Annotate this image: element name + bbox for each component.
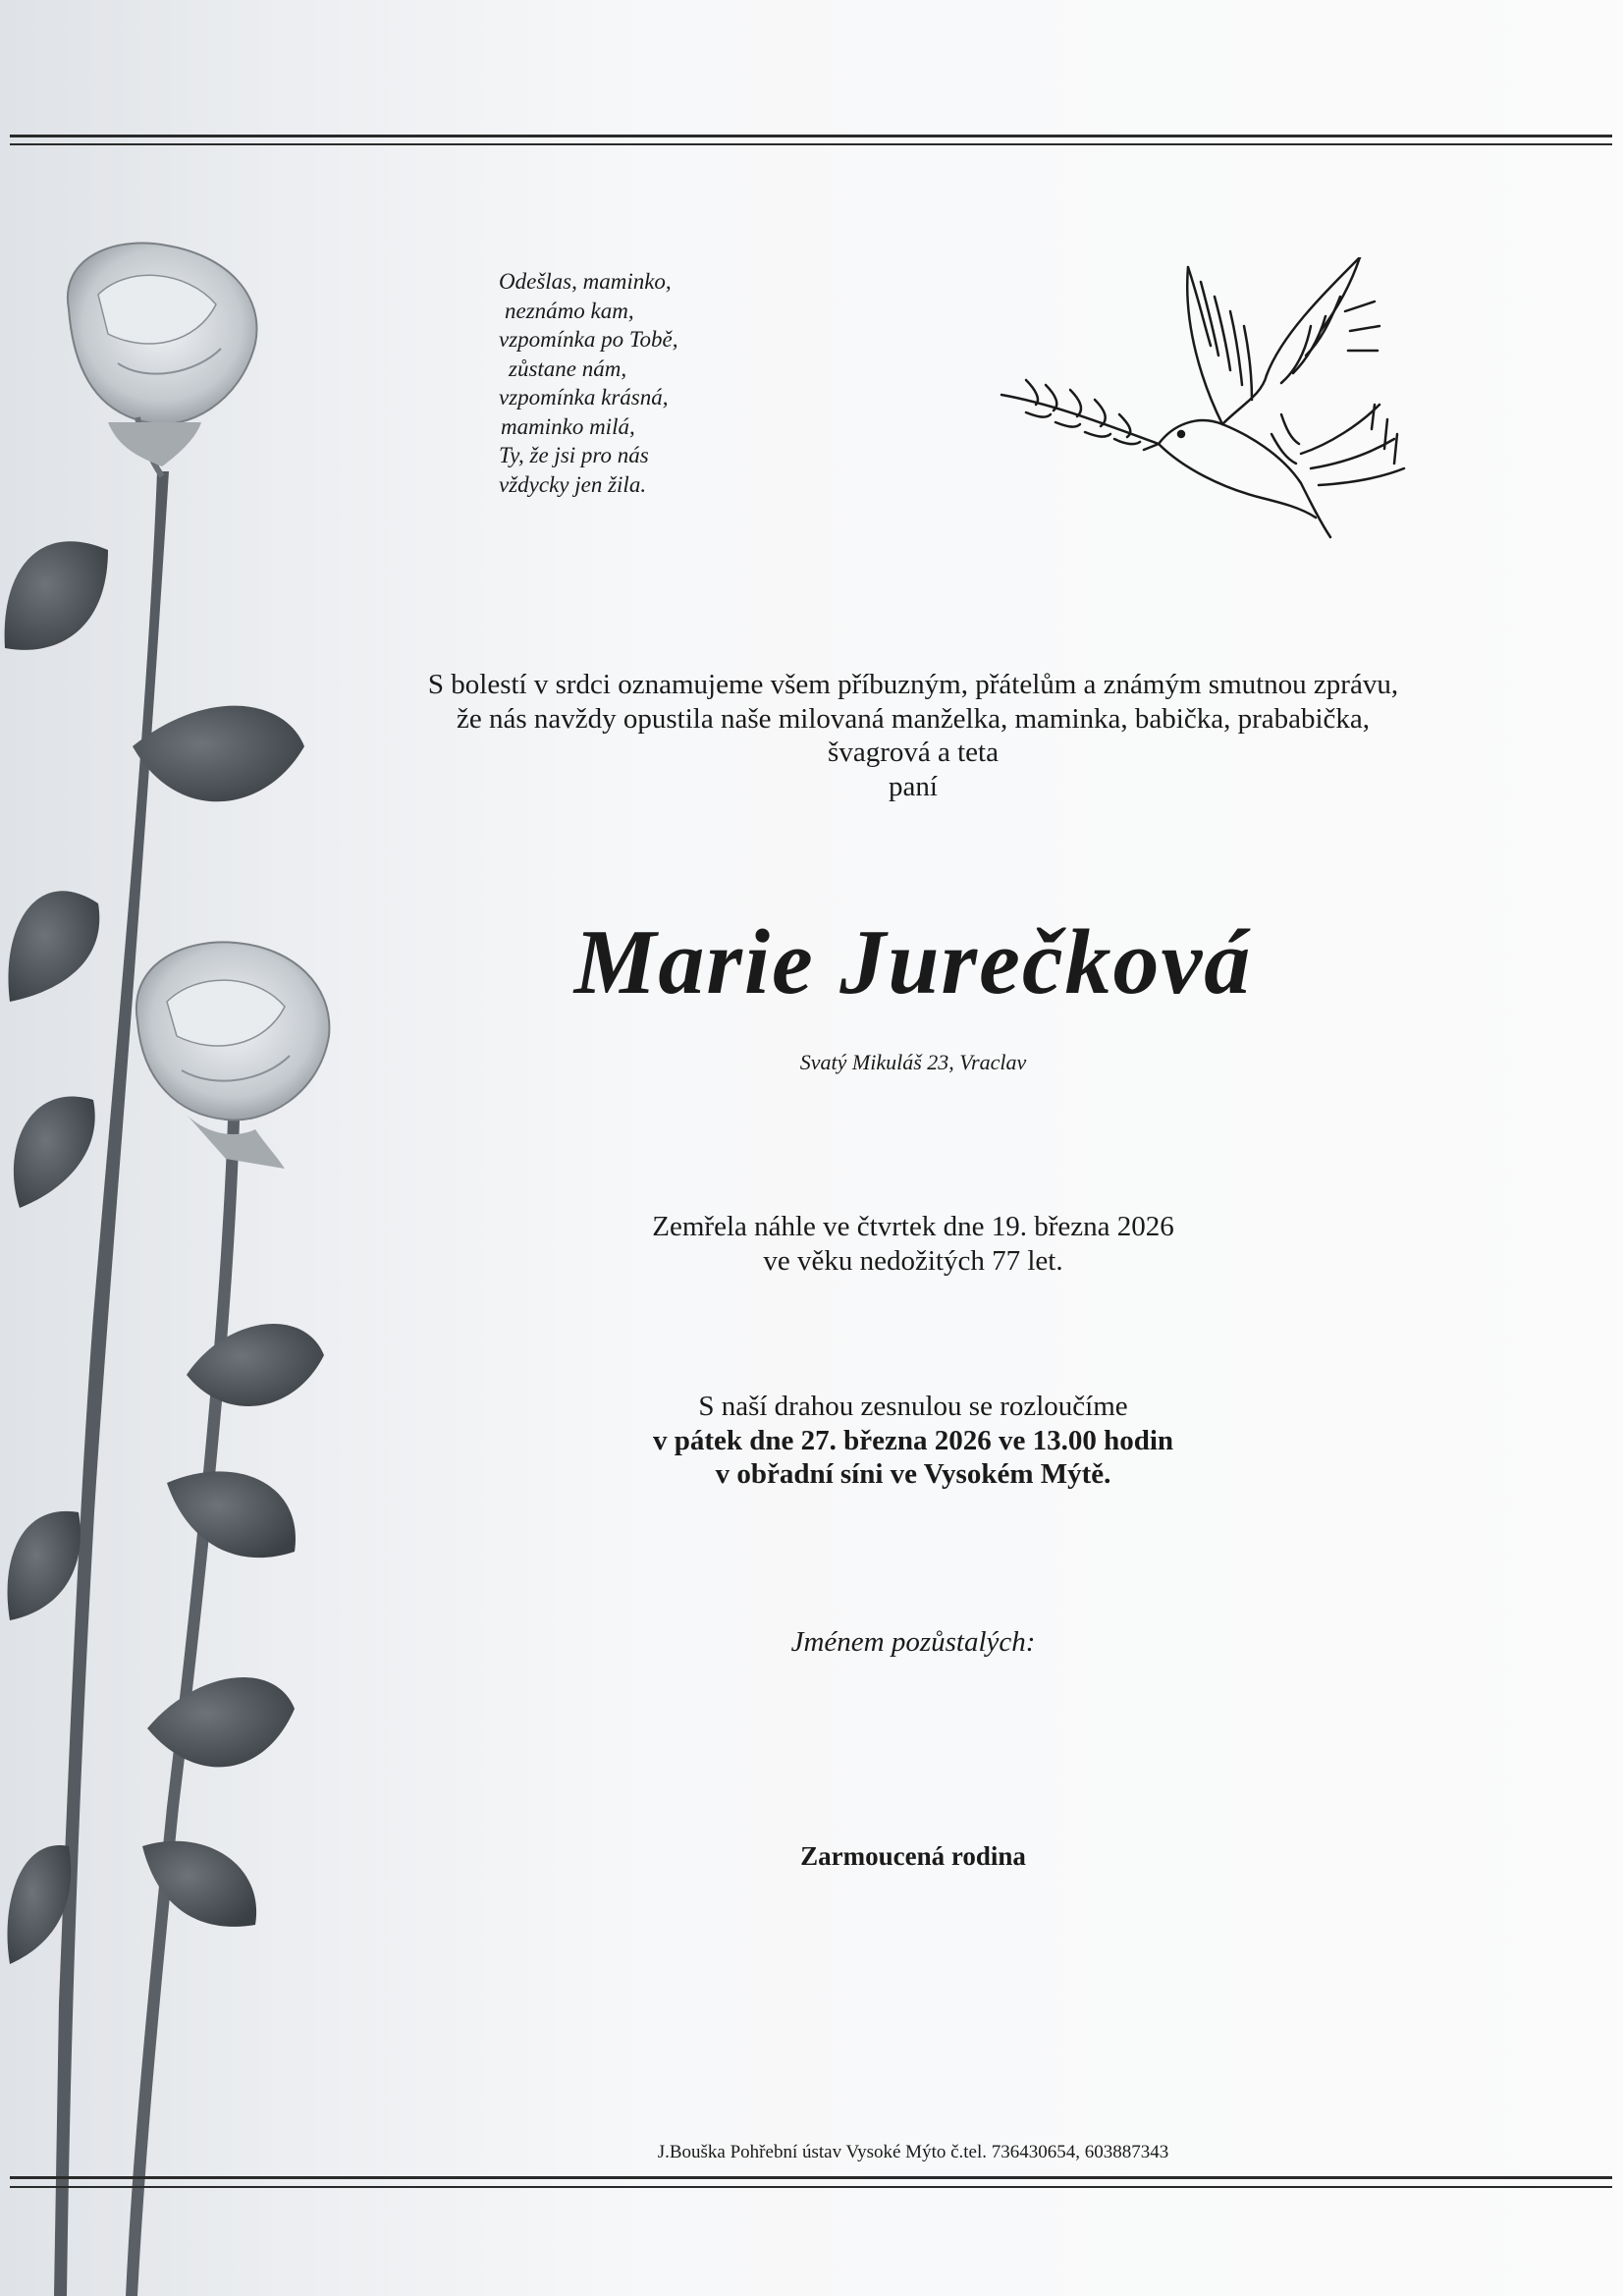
poem	[481, 267, 736, 499]
announcement-line: že nás navždy opustila naše milovaná manželka, maminka, babička, prababička,	[456, 702, 1371, 735]
dove-with-olive-branch-icon	[987, 257, 1409, 542]
top-border-line-thin	[10, 143, 1612, 145]
funeral-service-footer: J.Bouška Pohřební ústav Vysoké Mýto č.tel. 736430654, 603887343	[657, 2142, 1169, 2162]
death-info-line: Zemřela náhle ve čtvrtek dne 19. března 2026	[652, 1211, 1174, 1242]
poem-line: neznámo kam,	[505, 298, 634, 323]
announcement-text	[324, 668, 1502, 803]
farewell-date: v pátek dne 27. března 2026 ve 13.00 hodin	[652, 1424, 1174, 1456]
bottom-border-line	[10, 2176, 1612, 2179]
poem-line: vždycky jen žila.	[499, 471, 647, 497]
poem-line: vzpomínka krásná,	[499, 385, 669, 410]
deceased-name: Marie Jurečková	[573, 911, 1253, 1013]
on-behalf-label: Jménem pozůstalých:	[790, 1626, 1036, 1658]
announcement-line: S bolestí v srdci oznamujeme všem příbuzným, přátelům a známým smutnou zprávu,	[427, 669, 1399, 700]
poem-line: Odešlas, maminko,	[499, 269, 672, 294]
farewell-place: v obřadní síni ve Vysokém Mýtě.	[715, 1458, 1111, 1490]
death-info-line: ve věku nedožitých 77 let.	[763, 1245, 1063, 1277]
poem-line: maminko milá,	[501, 413, 635, 439]
top-border-line	[10, 135, 1612, 137]
death-info	[324, 1210, 1502, 1279]
poem-line: vzpomínka po Tobě,	[499, 327, 678, 352]
farewell-info	[324, 1390, 1502, 1492]
announcement-line: paní	[889, 770, 938, 802]
farewell-line: S naší drahou zesnulou se rozloučíme	[698, 1391, 1128, 1422]
family-signature: Zarmoucená rodina	[800, 1841, 1026, 1871]
announcement-line: švagrová a teta	[828, 737, 999, 768]
poem-line: Ty, že jsi pro nás	[499, 443, 649, 467]
bottom-border-line-thin	[10, 2186, 1612, 2188]
deceased-address: Svatý Mikuláš 23, Vraclav	[799, 1050, 1027, 1074]
poem-line: zůstane nám,	[509, 355, 627, 381]
